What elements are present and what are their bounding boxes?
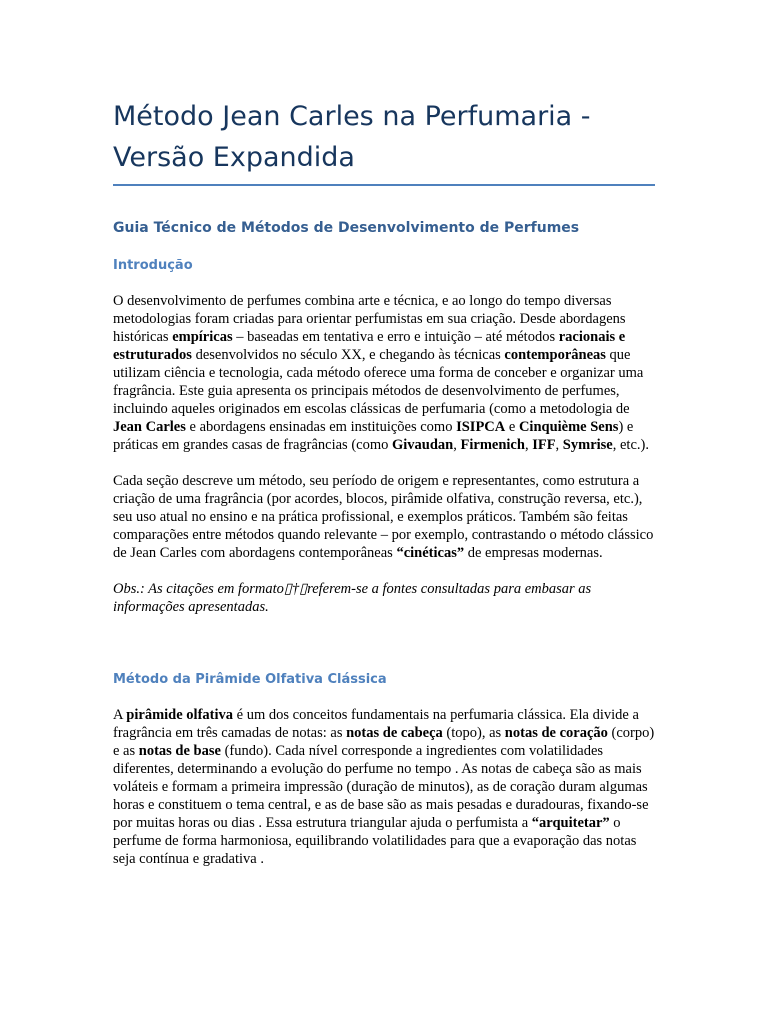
bold-run: Cinquième Sens <box>518 419 619 435</box>
title-underline <box>113 184 655 186</box>
text-run: de empresas modernas. <box>464 545 603 561</box>
text-run: e <box>505 419 519 435</box>
bold-run: empíricas <box>172 329 233 345</box>
heading-piramide-olfativa: Método da Pirâmide Olfativa Clássica <box>113 672 387 687</box>
title-line-1: Método Jean Carles na Perfumaria - <box>113 101 591 132</box>
bold-run: racionais e estruturados <box>113 329 626 363</box>
bold-run: IFF <box>532 437 556 453</box>
intro-paragraph-2 <box>113 472 655 562</box>
text-run: que utilizam ciência e tecnologia, cada método oferece uma forma de conceber e organizar uma fragrância. Este guia apresenta os principais métodos de desenvolvimento de perfumes, incluindo aqueles originados em escolas clássicas de perfumaria (como a metodologia de <box>113 347 644 417</box>
document-subtitle: Guia Técnico de Métodos de Desenvolvimento de Perfumes <box>113 220 580 236</box>
bold-run: notas de base <box>138 743 221 759</box>
text-run: O desenvolvimento de perfumes combina arte e técnica, e ao longo do tempo diversas metodologias foram criadas para orientar perfumistas em sua criação. Desde abordagens históricas <box>113 293 626 345</box>
bold-run: Jean Carles <box>113 419 186 435</box>
pyramid-paragraph-1 <box>113 706 655 868</box>
text-run: ) e práticas em grandes casas de fragrâncias (como <box>113 419 634 453</box>
text-run: é um dos conceitos fundamentais na perfumaria clássica. Ela divide a fragrância em três camadas de notas: as <box>113 707 639 741</box>
bold-run: Symrise <box>562 437 613 453</box>
text-run: (fundo). Cada nível corresponde a ingredientes com volatilidades diferentes, determinando a evolução do perfume no tempo . As notas de cabeça são as mais voláteis e formam a primeira impressão (duração de minutos), as de coração duram algumas horas e constituem o tema central, e as de base são as mais pesadas e duradouras, fixando-se por muitas horas ou dias . Essa estrutura triangular ajuda o perfumista a <box>113 743 649 831</box>
title-line-2: Versão Expandida <box>113 142 355 173</box>
text-run: Cada seção descreve um método, seu período de origem e representantes, como estrutura a criação de uma fragrância (por acordes, blocos, pirâmide olfativa, construção reversa, etc.), seu uso atual no ensino e na prática profissional, e exemplos práticos. Também são feitas comparações entre métodos quando relevante – por exemplo, contrastando o método clássico de Jean Carles com abordagens contemporâneas <box>113 473 654 561</box>
bold-run: notas de coração <box>504 725 608 741</box>
document-title <box>113 96 655 180</box>
heading-introducao: Introdução <box>113 258 193 273</box>
bold-run: pirâmide olfativa <box>126 707 234 723</box>
citation-note: Obs.: As citações em formato▯†▯referem-se a fontes consultadas para embasar as informações apresentadas. <box>113 581 592 615</box>
bold-run: notas de cabeça <box>346 725 443 741</box>
text-run: (topo), as <box>442 725 505 741</box>
text-run: , etc.). <box>612 437 649 453</box>
bold-run: ISIPCA <box>456 419 506 435</box>
text-run: o perfume de forma harmoniosa, equilibrando volatilidades para que a evaporação das notas seja contínua e gradativa . <box>113 815 637 867</box>
bold-run: “cinéticas” <box>396 545 465 561</box>
text-run: , <box>453 437 461 453</box>
text-run: A <box>113 707 127 723</box>
text-run: (corpo) e as <box>113 725 655 759</box>
bold-run: “arquitetar” <box>531 815 610 831</box>
intro-paragraph-1 <box>113 292 655 454</box>
text-run: , <box>555 437 563 453</box>
text-run: , <box>524 437 533 453</box>
text-run: e abordagens ensinadas em instituições como <box>185 419 457 435</box>
bold-run: Firmenich <box>460 437 525 453</box>
text-run: – baseadas em tentativa e erro e intuição – até métodos <box>232 329 559 345</box>
text-run: desenvolvidos no século XX, e chegando às técnicas <box>191 347 505 363</box>
bold-run: Givaudan <box>392 437 454 453</box>
bold-run: contemporâneas <box>504 347 606 363</box>
